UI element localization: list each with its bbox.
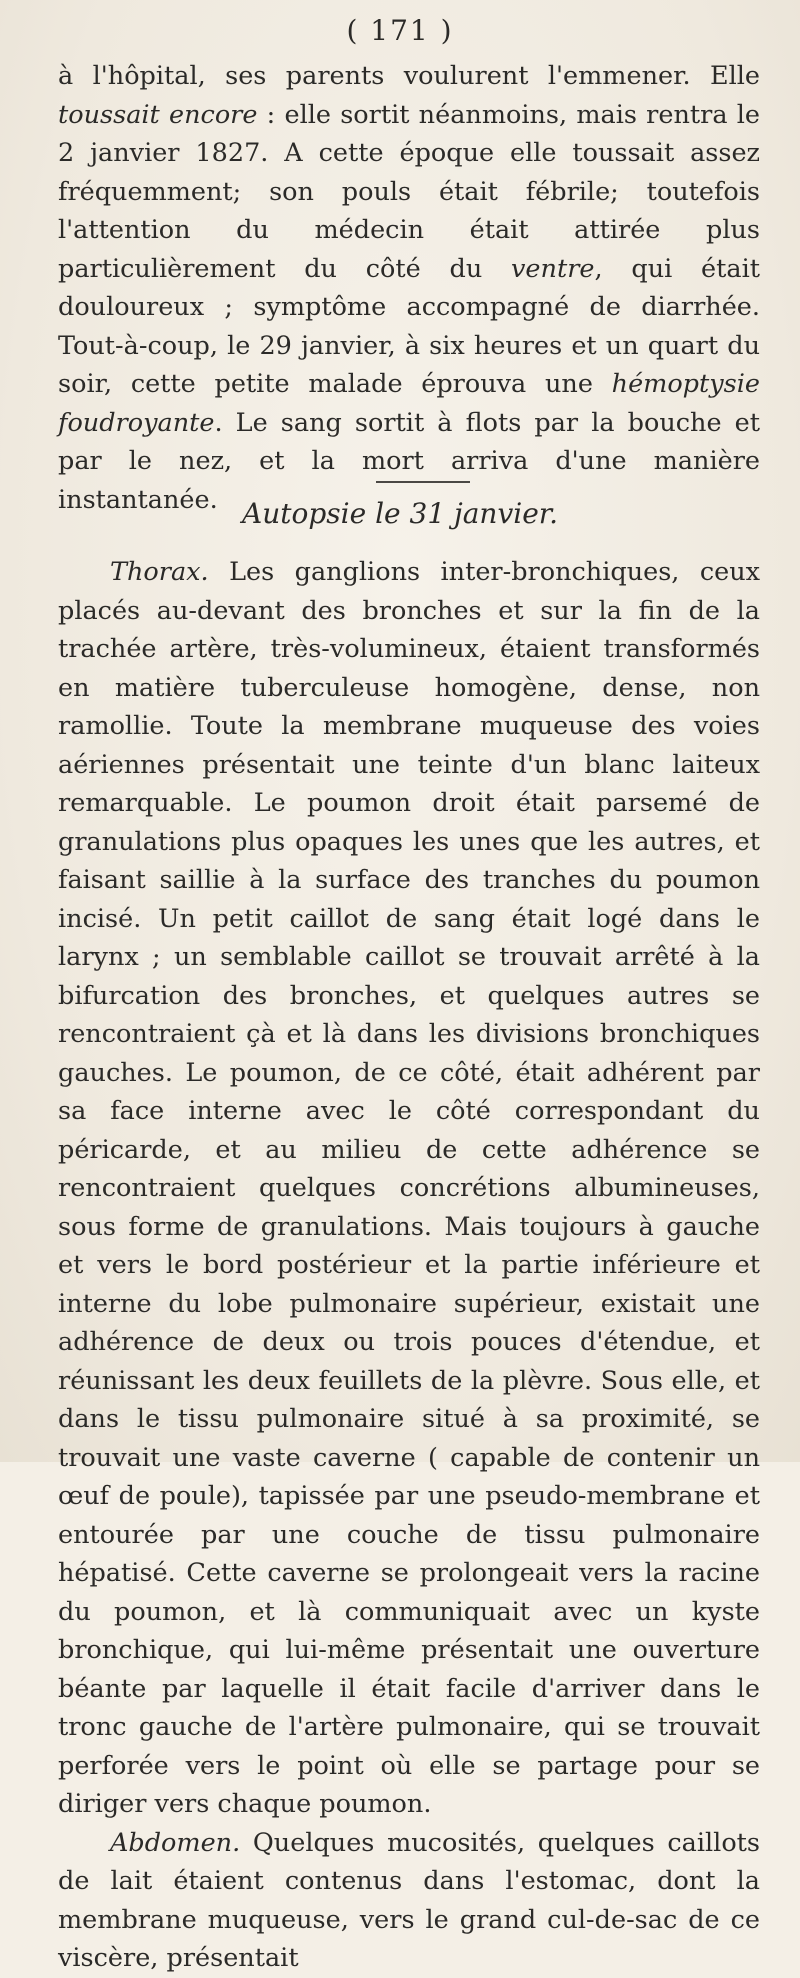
intro-emphasis: toussait encore <box>58 99 258 130</box>
thorax-lead: Thorax. <box>110 557 209 587</box>
autopsy-body <box>58 553 760 1978</box>
intro-emphasis: hémoptysie foudroyante <box>58 369 760 438</box>
section-divider <box>376 481 470 483</box>
intro-text-part: : elle sortit néanmoins, mais rentra le 2 janvier 1827. A cette époque elle toussait assez fréquemment; son pouls était fébrile; toutefois l'attention du médecin était attirée plus particulièrement du côté du <box>58 99 760 284</box>
intro-text <box>58 57 760 519</box>
section-heading: Autopsie le 31 janvier. <box>242 497 558 530</box>
intro-emphasis: ventre <box>511 253 595 284</box>
thorax-text: Les ganglions inter-bronchiques, ceux placés au-devant des bronches et sur la fin de la trachée artère, très-volumineux, étaient transformés en matière tuberculeuse homogène, dense, non ramollie. Toute la membrane muqueuse des voies aériennes présentait une teinte d'un blanc laiteux remarquable. Le poumon droit était parsemé de granulations plus opaques les unes que les autres, et faisant saillie à la surface des tranches du poumon incisé. Un petit caillot de sang était logé dans le larynx ; un semblable caillot se trouvait arrêté à la bifurcation des bronches, et quelques autres se rencontraient çà et là dans les divisions bronchiques gauches. Le poumon, de ce côté, était adhérent par sa face interne avec le côté correspondant du péricarde, et au milieu de cette adhérence se rencontraient quelques concrétions albumineuses, sous forme de granulations. Mais toujours à gauche et vers le bord postérieur et la partie inférieure et interne du lobe pulmonaire supérieur, existait une adhérence de deux ou trois pouces d'étendue, et réunissant les deux feuillets de la plèvre. Sous elle, et dans le tissu pulmonaire situé à sa proximité, se trouvait une vaste caverne ( capable de contenir un œuf de poule), tapissée par une pseudo-membrane et entourée par une couche de tissu pulmonaire hépatisé. Cette caverne se prolongeait vers la racine du poumon, et là communiquait avec un kyste bronchique, qui lui-même présentait une ouverture béante par laquelle il était facile d'arriver dans le tronc gauche de l'artère pulmonaire, qui se trouvait perforée vers le point où elle se partage pour se diriger vers chaque poumon. <box>58 557 760 1819</box>
abdomen-paragraph <box>58 1824 760 1978</box>
abdomen-text: Quelques mucosités, quelques caillots de lait étaient contenus dans l'estomac, dont la membrane muqueuse, vers le grand cul-de-sac de ce viscère, présentait <box>58 1827 760 1973</box>
intro-text-part: à l'hôpital, ses parents voulurent l'emmener. Elle <box>58 61 760 91</box>
intro-text-part: . Le sang sortit à flots par la bouche et par le nez, et la mort arriva d'une manière instantanée. <box>58 407 760 515</box>
intro-paragraph <box>58 57 760 519</box>
abdomen-lead: Abdomen. <box>110 1827 241 1858</box>
thorax-paragraph <box>58 553 760 1824</box>
page-number: ( 171 ) <box>346 14 454 47</box>
intro-text-part: , qui était douloureux ; symptôme accompagné de diarrhée. Tout-à-coup, le 29 janvier, à six heures et un quart du soir, cette petite malade éprouva une <box>58 253 760 399</box>
